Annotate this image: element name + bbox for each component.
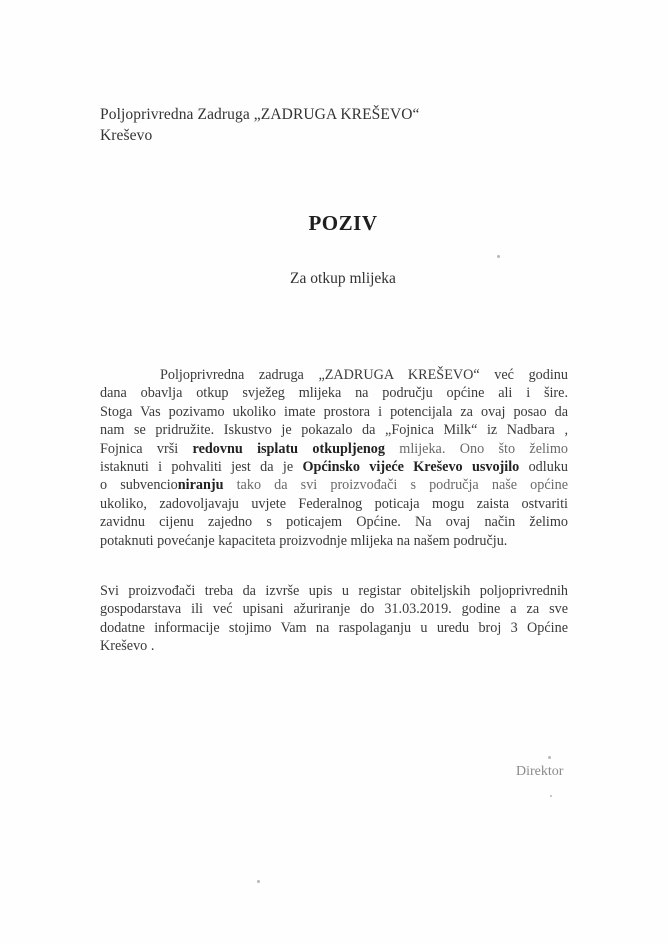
paragraph-line: ukoliko, zadovoljavaju uvjete Federalnog poticaja mogu zaista ostvariti [100, 495, 568, 512]
emphasis-text: redovnu isplatu otkupljenog [192, 440, 385, 457]
body-paragraph-1 [100, 366, 568, 550]
paragraph-line: nam se pridružite. Iskustvo je pokazalo da „Fojnica Milk“ iz Nadbara , [100, 422, 568, 439]
paragraph-line: istaknuti i pohvaliti jest da je Općinsko vijeće Kreševo usvojilo odluku [100, 458, 568, 475]
body-paragraph-2 [100, 582, 568, 656]
paragraph-line: o subvencioniranju tako da svi proizvođači s područja naše općine [100, 477, 568, 494]
paragraph-line: Fojnica vrši redovnu isplatu otkupljenog mlijeka. Ono što želimo [100, 440, 569, 457]
paragraph-line: gospodarstava ili već upisani ažuriranje do 31.03.2019. godine a za sve [100, 601, 568, 618]
scan-speck [497, 255, 500, 258]
paragraph-line: Stoga Vas pozivamo ukoliko imate prostora i potencijala za ovaj posao da [100, 403, 568, 420]
paragraph-line: potaknuti povećanje kapaciteta proizvodnje mlijeka na našem području. [100, 532, 508, 549]
paragraph-line: zavidnu cijenu zajedno s poticajem Općine. Na ovaj način želimo [100, 514, 568, 531]
scan-speck [257, 880, 260, 883]
document-subtitle: Za otkup mlijeka [290, 270, 396, 287]
paragraph-line: Svi proizvođači treba da izvrše upis u registar obiteljskih poljoprivrednih [100, 583, 568, 599]
paragraph-line: Kreševo . [100, 638, 155, 655]
organization-name: Poljoprivredna Zadruga „ZADRUGA KREŠEVO“ [100, 106, 420, 123]
scan-speck [548, 756, 551, 759]
document-title: POZIV [308, 211, 378, 235]
paragraph-line: dodatne informacije stojimo Vam na raspolaganju u uredu broj 3 Općine [100, 619, 568, 636]
letterhead [100, 104, 420, 146]
organization-location: Kreševo [100, 127, 153, 144]
emphasis-text: Općinsko vijeće Kreševo usvojilo [302, 458, 520, 475]
emphasis-text: niranju [177, 477, 224, 494]
signature-label: Direktor [516, 764, 564, 779]
scan-speck [550, 795, 552, 797]
paragraph-line: Poljoprivredna zadruga „ZADRUGA KREŠEVO“ već godinu [160, 367, 568, 383]
paragraph-line: dana obavlja otkup svježeg mlijeka na području općine ali i šire. [100, 385, 568, 402]
